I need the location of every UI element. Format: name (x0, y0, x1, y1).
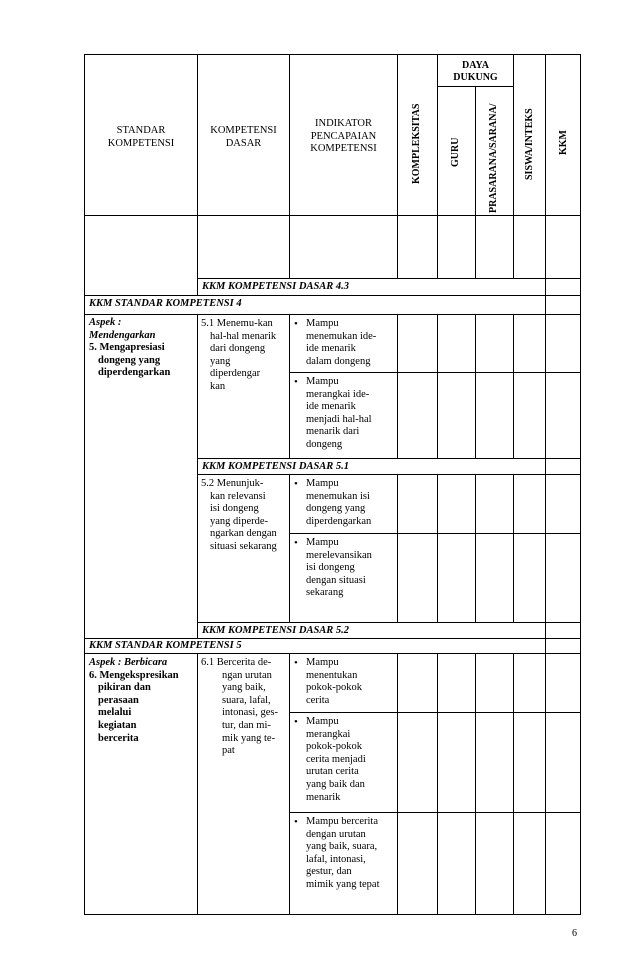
kkm-kd-5-1: KKM KOMPETENSI DASAR 5.1 (202, 461, 350, 472)
indikator-5-1-1: Mampu menemukan ide- ide menarik dalam dongeng (306, 318, 377, 367)
sk6-block: Aspek : Berbicara 6. Mengekspresikan pikiran dan perasaan melalui kegiatan bercerita (89, 657, 179, 744)
bullet-icon: • (294, 716, 298, 728)
header-prasarana: PRASARANA/SARANA/ (488, 103, 499, 213)
bullet-icon: • (294, 318, 298, 330)
indikator-5-2-2: Mampu merelevansikan isi dongeng dengan situasi sekarang (306, 537, 372, 599)
header-kompleksitas: KOMPLEKSITAS (411, 103, 422, 184)
bullet-icon: • (294, 478, 298, 490)
kd-5-2: 5.2 Menunjuk- kan relevansi isi dongeng yang diperde- ngarkan dengan situasi sekarang (201, 478, 277, 552)
indikator-6-1-1: Mampu menentukan pokok-pokok cerita (306, 657, 362, 706)
indikator-6-1-2: Mampu merangkai pokok-pokok cerita menjadi urutan cerita yang baik dan menarik (306, 716, 366, 803)
header-siswa: SISWA/INTEKS (524, 108, 535, 180)
kkm-sk-5: KKM STANDAR KOMPETENSI 5 (89, 640, 242, 651)
bullet-icon: • (294, 376, 298, 388)
kkm-sk-4: KKM STANDAR KOMPETENSI 4 (89, 298, 242, 309)
kkm-kd-5-2: KKM KOMPETENSI DASAR 5.2 (202, 625, 350, 636)
header-indikator: INDIKATOR PENCAPAIAN KOMPETENSI (310, 118, 377, 155)
indikator-6-1-3: Mampu bercerita dengan urutan yang baik, suara, lafal, intonasi, gestur, dan mimik yang tepat (306, 816, 380, 890)
indikator-5-1-2: Mampu merangkai ide- ide menarik menjadi hal-hal menarik dari dongeng (306, 376, 372, 450)
page-number: 6 (572, 928, 577, 939)
kkm-kd-4-3: KKM KOMPETENSI DASAR 4.3 (202, 281, 350, 292)
header-daya-dukung: DAYA DUKUNG (453, 60, 498, 83)
bullet-icon: • (294, 816, 298, 828)
kd-5-1: 5.1 Menemu-kan hal-hal menarik dari dongeng yang diperdengar kan (201, 318, 277, 392)
header-kompetensi-dasar: KOMPETENSI DASAR (210, 125, 277, 149)
indikator-5-2-1: Mampu menemukan isi dongeng yang diperdengarkan (306, 478, 372, 527)
bullet-icon: • (294, 657, 298, 669)
sk5-block: Aspek : Mendengarkan 5. Mengapresiasi dongeng yang diperdengarkan (89, 317, 171, 379)
header-kkm: KKM (558, 130, 569, 155)
kd-6-1: 6.1 Bercerita de- ngan urutan yang baik, suara, lafal, intonasi, ges- tur, dan mi- mik yang te- pat (201, 657, 278, 757)
header-guru: GURU (450, 137, 461, 167)
bullet-icon: • (294, 537, 298, 549)
header-standar: STANDAR KOMPETENSI (107, 125, 175, 149)
